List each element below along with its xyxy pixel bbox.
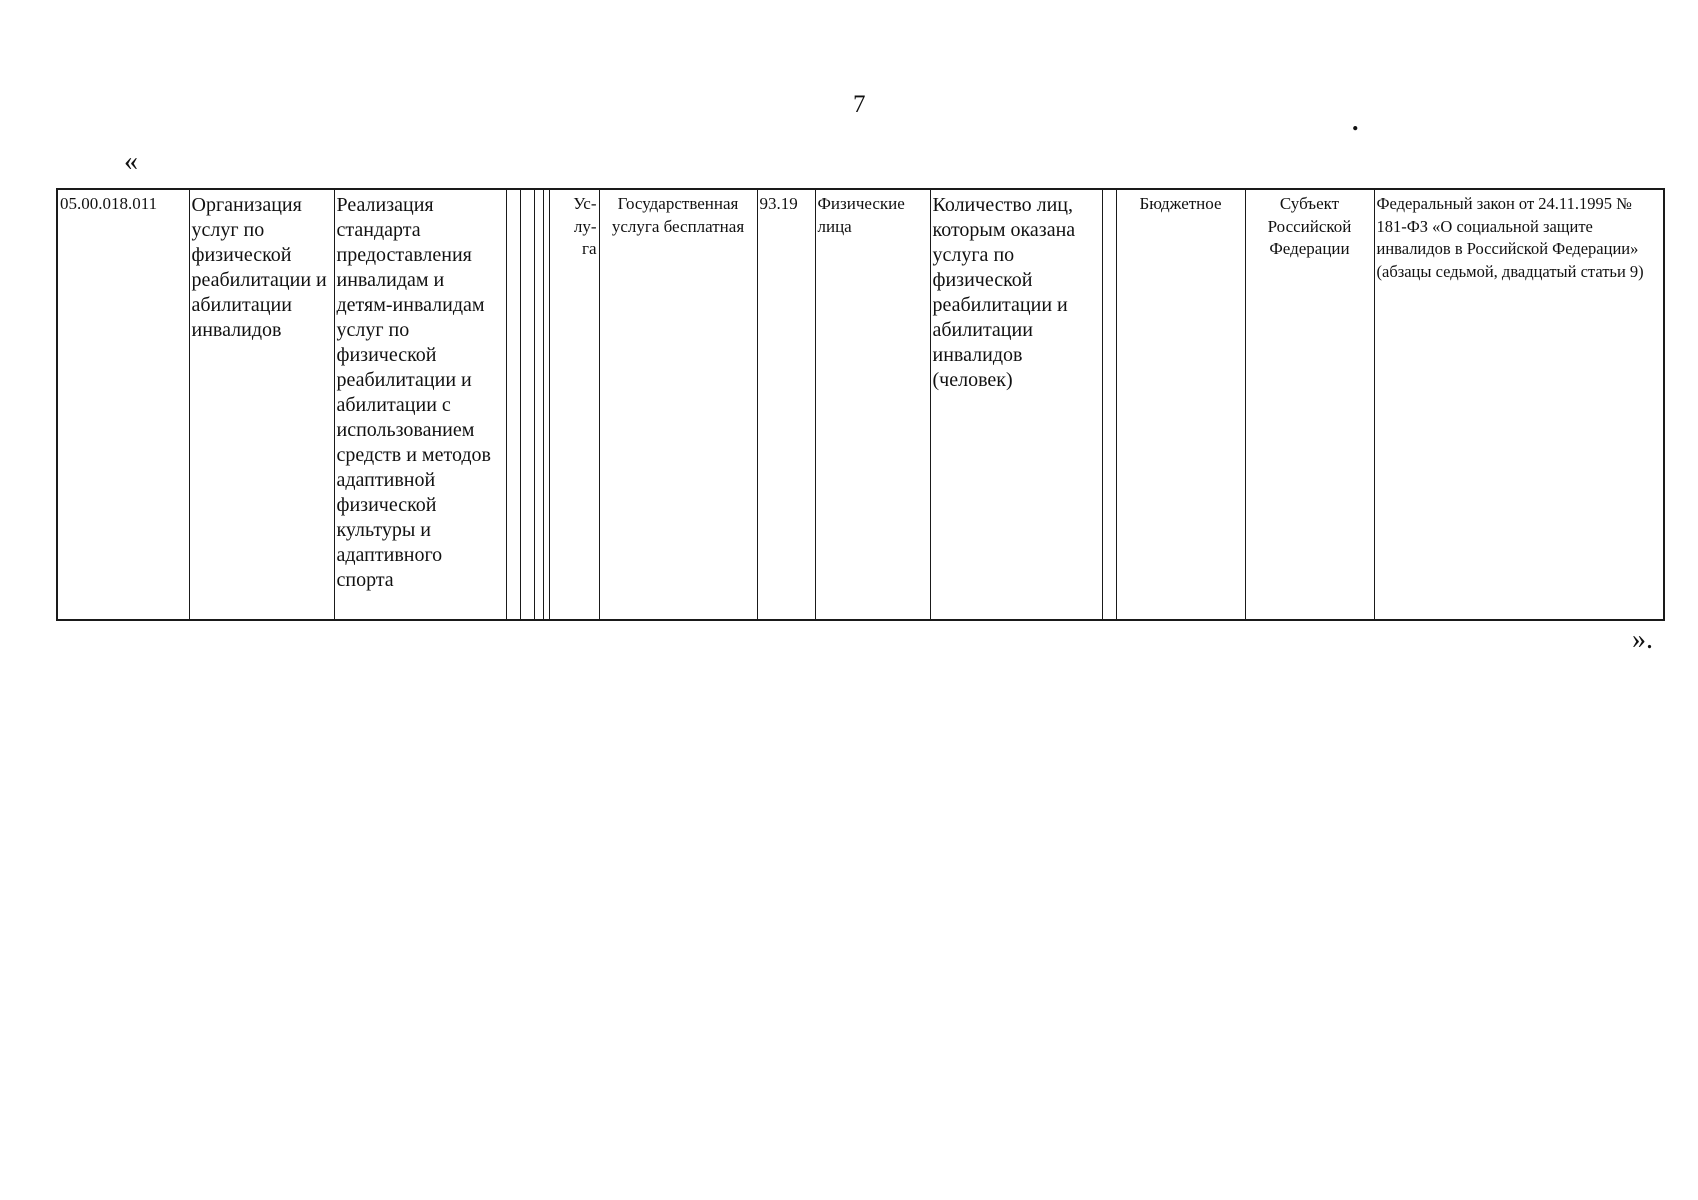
cell-type: Ус- лу- га [549,189,599,620]
closing-quote: ». [1632,624,1653,655]
cell-empty-3 [534,189,543,620]
registry-table [56,188,1665,621]
cell-name: Организация услуг по физической реабилитации и абилитации инвалидов [189,189,334,620]
cell-empty-2 [520,189,534,620]
cell-content: Реализация стандарта предоставления инвалидам и детям-инвалидам услуг по физической реабилитации и абилитации с использованием средств и методов адаптивной физической культуры и адаптивного спорта [334,189,506,620]
cell-consumers: Физические лица [815,189,930,620]
cell-code: 05.00.018.011 [57,189,189,620]
cell-funding: Бюджетное [1116,189,1245,620]
cell-okved: 93.19 [757,189,815,620]
page-number: 7 [853,91,866,118]
cell-empty-5 [1102,189,1116,620]
cell-authority-level: Субъект Российской Федерации [1245,189,1374,620]
cell-status: Государственная услуга бесплатная [599,189,757,620]
cell-legal-basis: Федеральный закон от 24.11.1995 № 181-ФЗ «О социальной защите инвалидов в Российской Федерации» (абзацы седьмой, двадцатый статьи 9) [1374,189,1664,620]
stray-mark: . [1352,107,1359,136]
opening-quote: « [124,146,138,177]
cell-indicator: Количество лиц, которым оказана услуга по физической реабилитации и абилитации инвалидов (человек) [930,189,1102,620]
cell-empty-1 [506,189,520,620]
table-row [57,189,1664,620]
